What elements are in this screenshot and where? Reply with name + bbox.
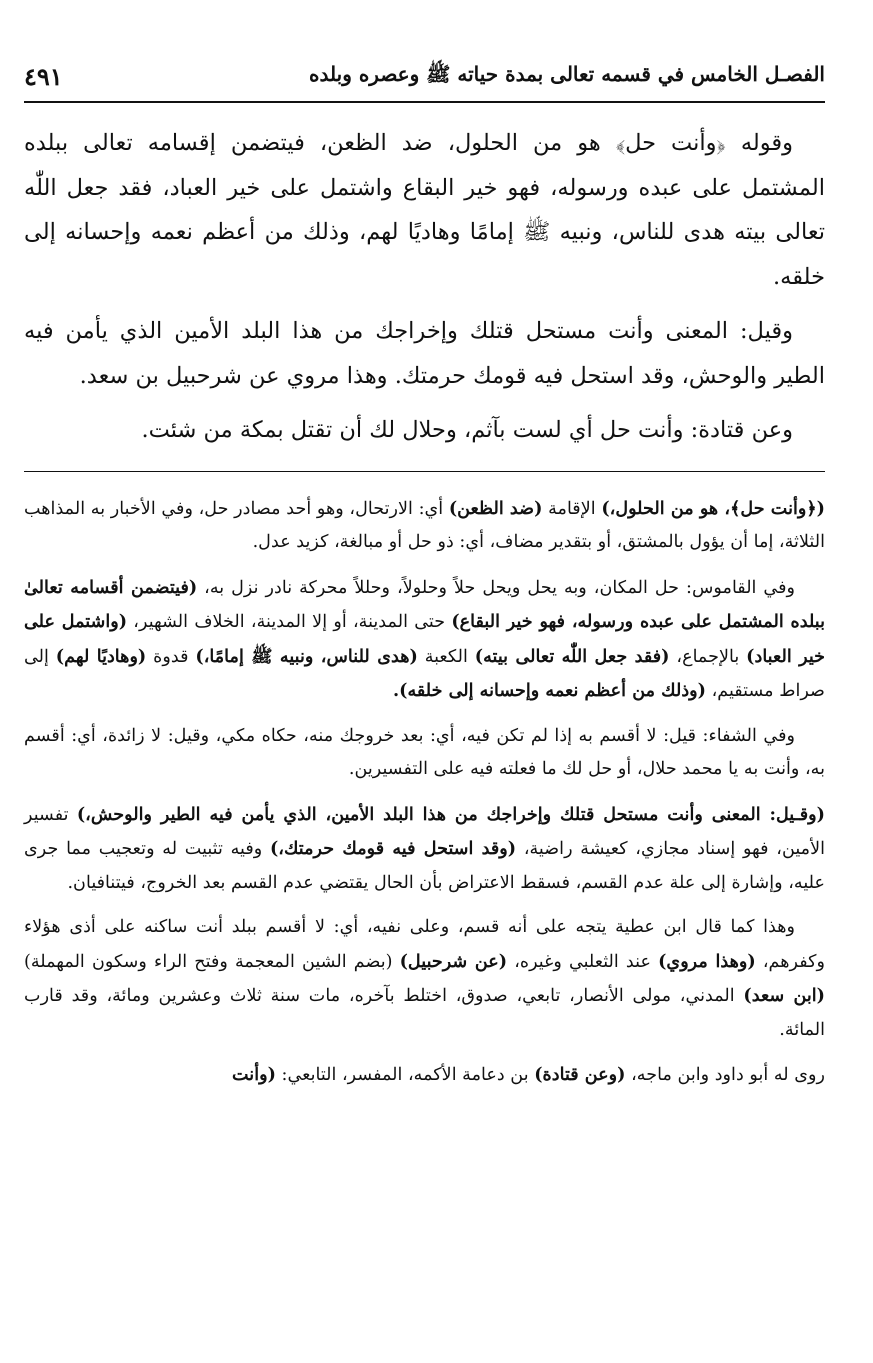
commentary-text: الكعبة: [417, 646, 475, 667]
commentary-text: المدني، مولى الأنصار، تابعي، صدوق، اختلط بآخره، مات سنة ثلاث وعشرين ومائة، وقد قارب المائة.: [24, 986, 825, 1040]
commentary-text: روى له أبو داود وابن ماجه،: [625, 1065, 825, 1085]
commentary-text: وهذا كما قال ابن عطية يتجه على أنه قسم، وعلى نفيه، أي: لا أقسم ببلد أنت ساكنه على أذى هؤلاء وكفرهم،: [24, 917, 825, 972]
main-paragraph-2: وقيل: المعنى وأنت مستحل قتلك وإخراجك من هذا البلد الأمين الذي يأمن فيه الطير والوحش، وقد استحل فيه قومك حرمتك. وهذا مروي عن شرحبيل بن سعد.: [24, 318, 825, 389]
bold-quote: (وأنت: [232, 1064, 276, 1085]
bold-quote: (واشتمل على خير العباد): [24, 611, 826, 667]
commentary-paragraph-6: [24, 1058, 825, 1093]
commentary-paragraph-3: وفي الشفاء: قيل: لا أقسم به إذا لم تكن فيه، أي: بعد خروجك منه، حكاه مكي، وقيل: لا زائدة، أي: أقسم به، وأنت به يا محمد حلال، أو حل لك ما فعلته فيه على التفسيرين.: [24, 725, 825, 779]
main-paragraph-3: وعن قتادة: وأنت حل أي لست بآثم، وحلال لك أن تقتل بمكة من شئت.: [141, 417, 793, 443]
bold-quote: (عن شرحبيل): [399, 950, 508, 972]
commentary-paragraph-2: [24, 571, 825, 709]
commentary-text: إلى صراط مستقيم،: [24, 646, 825, 701]
bold-quote: (وذلك من أعظم نعمه وإحسانه إلى خلقه).: [393, 680, 706, 701]
bold-quote: (فقد جعل اللّٰه تعالى بيته): [474, 645, 670, 667]
bold-quote: (وهذا مروي): [658, 950, 756, 972]
bold-quote: (ابن سعد): [743, 985, 825, 1006]
commentary-text: الإقامة: [542, 498, 602, 519]
running-title: الفصـل الخامس في قسمه تعالى بمدة حياته ﷺ وعصره وبلده: [309, 62, 825, 86]
commentary: [24, 492, 825, 1093]
section-divider: [24, 471, 825, 472]
bold-quote: (﴿وأنت حل﴾، هو من الحلول،): [601, 497, 825, 519]
commentary-text: أي: الارتحال، وهو أحد مصادر حل، وفي الأخبار به المذاهب الثلاثة، إما أن يؤول بالمشتق، أو بتقدير مضاف، أي: ذو حل أو مبالغة، كزيد عدل.: [24, 498, 825, 552]
commentary-text: حتى المدينة، أو إلا المدينة، الخلاف الشهير،: [127, 612, 452, 632]
bold-quote: (هدى للناس، ونبيه ﷺ إمامًا،): [195, 645, 418, 667]
page-header: [24, 0, 825, 103]
bold-quote: (فيتضمن أقسامه تعالىٰ ببلده المشتمل على عبده ورسوله، فهو خير البقاع): [24, 576, 825, 632]
commentary-paragraph-5: [24, 911, 825, 1047]
commentary-text: وفي القاموس: حل المكان، وبه يحل ويحل حلاً وحلولاً، وحللاً محركة نادر نزل به،: [197, 577, 795, 598]
commentary-text: بالإجماع،: [669, 646, 747, 667]
commentary-paragraph-1: [24, 492, 825, 560]
main-paragraph-1: وقوله ﴿وأنت حل﴾ هو من الحلول، ضد الظعن، فيتضمن إقسامه تعالى ببلده المشتمل على عبده ورسوله، فهو خير البقاع واشتمل على خير العباد، فقد جعل اللّٰه تعالى بيته هدى للناس، ونبيه ﷺ إمامًا وهاديًا لهم، وذلك من أعظم نعمه وإحسانه إلى خلقه.: [24, 130, 825, 290]
commentary-text: عند الثعلبي وغيره،: [507, 951, 659, 972]
commentary-text: قدوة: [146, 646, 196, 667]
main-text: [24, 121, 825, 453]
commentary-text: بن دعامة الأكمه، المفسر، التابعي:: [275, 1065, 535, 1085]
bold-quote: (وهاديًا لهم): [55, 645, 147, 667]
commentary-text: (بضم الشين المعجمة وفتح الراء وسكون المهملة): [24, 951, 400, 972]
bold-quote: (وعن قتادة): [534, 1064, 626, 1085]
commentary-text: وفيه تثبيت له وتعجيب مما جرى عليه، وإشارة إلى علة عدم القسم، فسقط الاعتراض بأن الحال يقتضي عدم القسم بعد الخروج، فيتنافيان.: [24, 839, 825, 893]
page-number: ٤٩١: [24, 62, 63, 91]
bold-quote: (وقـيل: المعنى وأنت مستحل قتلك وإخراجك من هذا البلد الأمين، الذي يأمن فيه الطير والوحش،): [76, 803, 825, 825]
commentary-text: تفسير الأمين، فهو إسناد مجازي، كعيشة راضية،: [24, 804, 826, 859]
bold-quote: (وقد استحل فيه قومك حرمتك،): [269, 838, 517, 859]
bold-quote: (ضد الظعن): [448, 497, 543, 519]
commentary-paragraph-4: [24, 798, 825, 901]
